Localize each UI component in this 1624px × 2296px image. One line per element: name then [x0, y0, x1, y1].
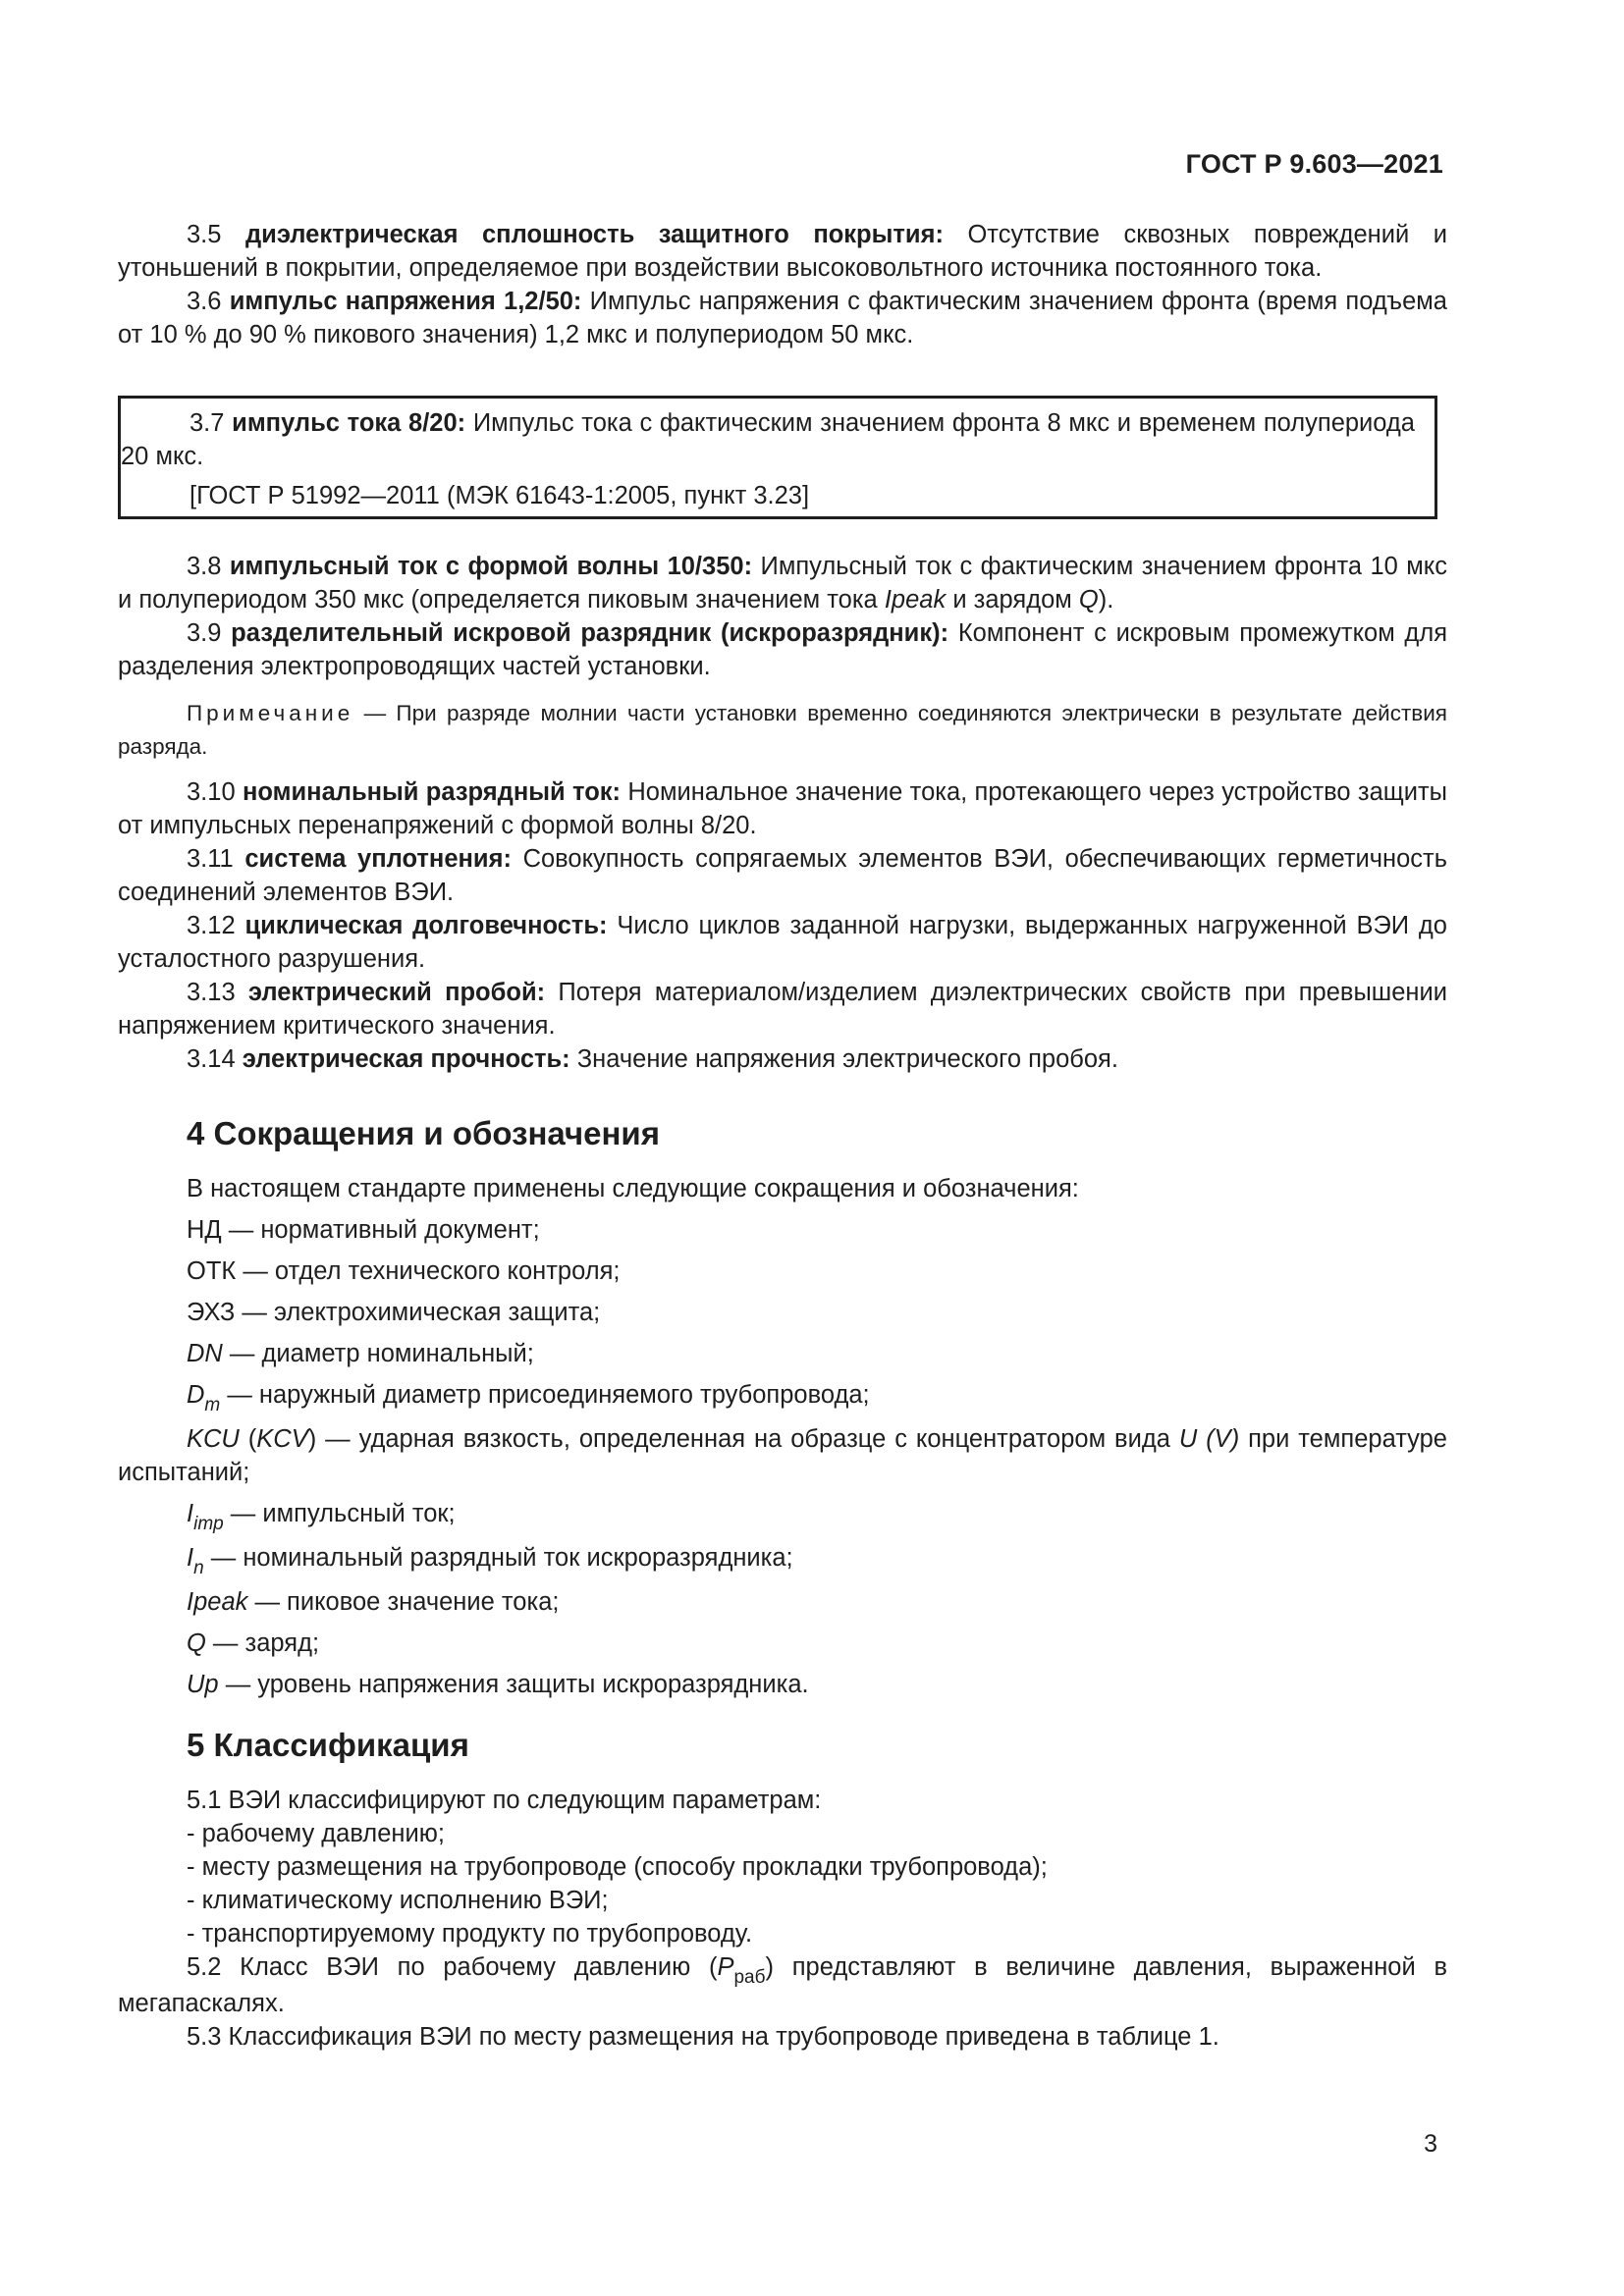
abbr-iimp: $I_{imp}$ — импульсный ток;: [187, 1500, 456, 1534]
abbr-ipeak: Ipeak — пиковое значение тока;: [187, 1588, 560, 1616]
definition-3-14: 3.14 электрическая прочность: Значение напряжения электрического пробоя.: [187, 1045, 1118, 1073]
paragraph-5-2: 5.2 Класс ВЭИ по рабочему давлению $(P_{раб})$ представляют в величине давления, выраженной в мегапаскалях.: [118, 1953, 1447, 2017]
abbr-kcu: KCU (KCV) — ударная вязкость, определенная на образце с концентратором вида U (V) при температуре испытаний;: [118, 1425, 1447, 1486]
abbreviations-list: [118, 1168, 1447, 1705]
abbreviations-intro: В настоящем стандарте применены следующие сокращения и обозначения:: [187, 1175, 1079, 1202]
page-number: 3: [1424, 2130, 1437, 2158]
definition-3-7: 3.7 импульс тока 8/20: Импульс тока с фактическим значением фронта 8 мкс и временем полупериода 20 мкс.: [121, 409, 1415, 470]
paragraph-5-1: 5.1 ВЭИ классифицируют по следующим параметрам:: [187, 1787, 822, 1814]
list-item: - климатическому исполнению ВЭИ;: [187, 1887, 609, 1914]
abbr-up: Up — уровень напряжения защиты искроразрядника.: [187, 1671, 809, 1698]
term: электрический пробой:: [247, 979, 546, 1006]
term: импульс напряжения 1,2/50:: [229, 288, 582, 315]
list-item: - рабочему давлению;: [187, 1820, 445, 1847]
definitions-block-bottom: [118, 550, 1447, 1076]
abbr-dn: DN — диаметр номинальный;: [187, 1340, 534, 1367]
definition-3-12: 3.12 циклическая долговечность: Число циклов заданной нагрузки, выдержанных нагруженной ВЭИ до усталостного разрушения.: [118, 912, 1447, 973]
term: система уплотнения:: [244, 845, 512, 873]
term: диэлектрическая сплошность защитного покрытия:: [244, 221, 944, 248]
term: циклическая долговечность:: [244, 912, 608, 939]
abbr-q: Q — заряд;: [187, 1629, 320, 1657]
abbr-nd: НД — нормативный документ;: [187, 1216, 540, 1244]
term: электрическая прочность:: [242, 1045, 570, 1073]
list-item: - месту размещения на трубопроводе (способу прокладки трубопровода);: [187, 1853, 1048, 1881]
section-heading-5: 5 Классификация: [187, 1727, 469, 1763]
definition-3-10: 3.10 номинальный разрядный ток: Номинальное значение тока, протекающего через устройство защиты от импульсных перенапряжений с формой волны 8/20.: [118, 778, 1448, 839]
abbr-ekhz: ЭХЗ — электрохимическая защита;: [187, 1299, 601, 1326]
note-label: Примечание: [187, 701, 354, 725]
abbr-otk: ОТК — отдел технического контроля;: [187, 1257, 621, 1285]
term: импульсный ток с формой волны 10/350:: [229, 553, 753, 580]
list-item: - транспортируемому продукту по трубопроводу.: [187, 1920, 753, 1948]
definition-3-8: 3.8 импульсный ток с формой волны 10/350: Импульсный ток с фактическим значением фронта 10 мкс и полупериодом 350 мкс (определяется пиковым значением тока Ipeak и зарядом Q).: [118, 553, 1447, 614]
term: импульс тока 8/20:: [232, 409, 466, 437]
term: номинальный разрядный ток:: [242, 778, 622, 806]
definition-3-6: 3.6 импульс напряжения 1,2/50: Импульс напряжения с фактическим значением фронта (время подъема от 10 % до 90 % пикового значения) 1,2 мкс и полупериодом 50 мкс.: [118, 288, 1447, 348]
term: разделительный искровой разрядник (искроразрядник):: [231, 619, 949, 647]
note: Примечание — При разряде молнии части установки временно соединяются электрически в результате действия разряда.: [118, 701, 1447, 759]
definition-3-9: 3.9 разделительный искровой разрядник (искроразрядник): Компонент с искровым промежутком для разделения электропроводящих частей установки.: [118, 619, 1447, 680]
definition-3-5: 3.5 диэлектрическая сплошность защитного покрытия: Отсутствие сквозных повреждений и утоньшений в покрытии, определяемое при воздействии высоковольтного источника постоянного тока.: [118, 221, 1447, 282]
definition-3-11: 3.11 система уплотнения: Совокупность сопрягаемых элементов ВЭИ, обеспечивающих герметичность соединений элементов ВЭИ.: [118, 845, 1448, 906]
definition-3-13: 3.13 электрический пробой: Потеря материалом/изделием диэлектрических свойств при превышении напряжением критического значения.: [118, 979, 1447, 1040]
classification-block: [118, 1784, 1447, 2054]
definitions-block-top: [118, 218, 1447, 351]
document-code: ГОСТ Р 9.603—2021: [1185, 149, 1443, 179]
abbr-dm: $D_m$ — наружный диаметр присоединяемого трубопровода;: [187, 1381, 870, 1415]
framed-definition-3-7: [118, 396, 1437, 519]
section-heading-4: 4 Сокращения и обозначения: [187, 1115, 660, 1151]
abbr-in: $I_n$ — номинальный разрядный ток искроразрядника;: [187, 1544, 793, 1578]
definition-source: [ГОСТ Р 51992—2011 (МЭК 61643-1:2005, пункт 3.23]: [189, 482, 810, 509]
paragraph-5-3: 5.3 Классификация ВЭИ по месту размещения на трубопроводе приведена в таблице 1.: [187, 2023, 1219, 2051]
